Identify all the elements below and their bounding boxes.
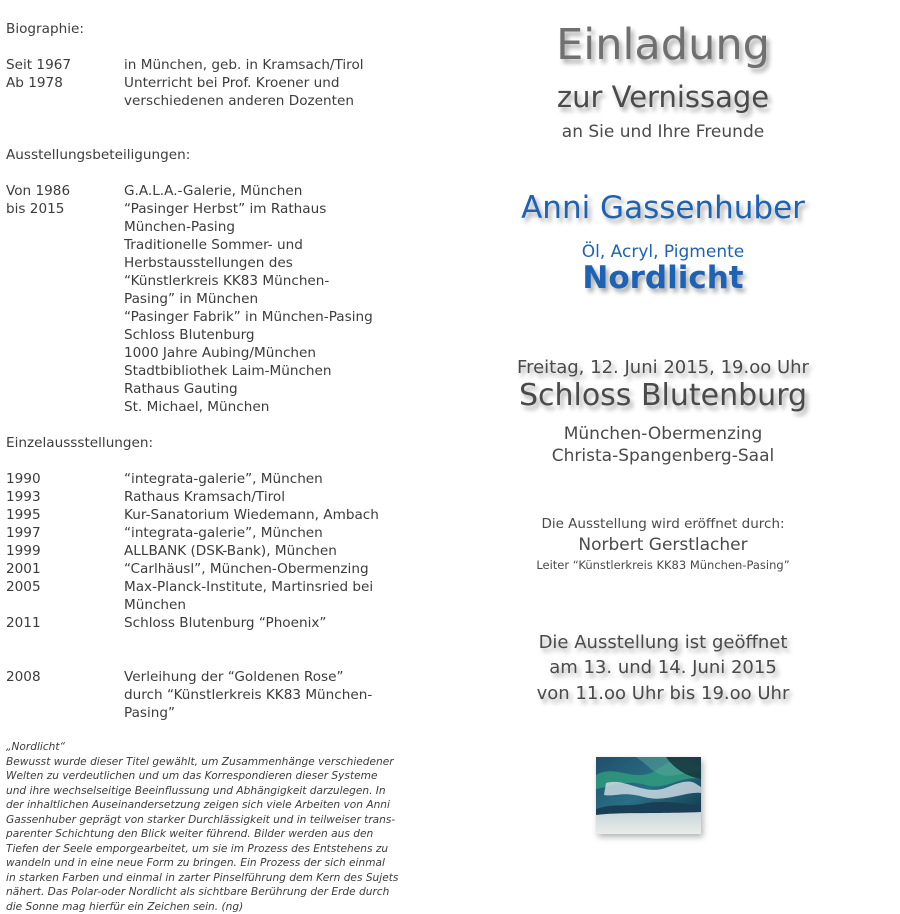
participation-row xyxy=(6,290,426,308)
row-value: Rathaus Kramsach/Tirol xyxy=(124,488,426,506)
row-key xyxy=(6,362,124,380)
biography-row xyxy=(6,74,426,92)
participations-list xyxy=(6,182,426,416)
note-line: Bewusst wurde dieser Titel gewählt, um Zusammenhänge verschiedener xyxy=(6,755,418,770)
solo-row xyxy=(6,596,426,614)
solo-row xyxy=(6,470,426,488)
participation-row xyxy=(6,326,426,344)
note-line: Gassenhuber geprägt von starker Durchlässigkeit und in teilweiser trans- xyxy=(6,813,418,828)
row-key xyxy=(6,596,124,614)
hours-line-3: von 11.oo Uhr bis 19.oo Uhr xyxy=(450,683,876,704)
note-line: „Nordlicht“ xyxy=(6,740,418,755)
participation-row xyxy=(6,236,426,254)
row-value: Verleihung der “Goldenen Rose” xyxy=(124,668,426,686)
note-line: Welten zu verdeutlichen und um das Korrespondieren dieser Systeme xyxy=(6,769,418,784)
event-venue: Schloss Blutenburg xyxy=(450,378,876,413)
row-value: ALLBANK (DSK-Bank), München xyxy=(124,542,426,560)
opening-speaker: Norbert Gerstlacher xyxy=(450,535,876,555)
row-key: 1999 xyxy=(6,542,124,560)
participation-row xyxy=(6,200,426,218)
invitation-subtitle: zur Vernissage xyxy=(450,80,876,114)
solo-exhibitions-heading: Einzelaussstellungen: xyxy=(6,434,426,452)
row-key xyxy=(6,326,124,344)
solo-row xyxy=(6,578,426,596)
participation-row xyxy=(6,182,426,200)
row-key xyxy=(6,236,124,254)
row-value: Max-Planck-Institute, Martinsried bei xyxy=(124,578,426,596)
row-value: verschiedenen anderen Dozenten xyxy=(124,92,426,110)
row-key: 2011 xyxy=(6,614,124,632)
row-key: Seit 1967 xyxy=(6,56,124,74)
row-key: 2001 xyxy=(6,560,124,578)
row-key: 1997 xyxy=(6,524,124,542)
row-value: Pasing” in München xyxy=(124,290,426,308)
row-value: “Carlhäusl”, München-Obermenzing xyxy=(124,560,426,578)
invitation-audience: an Sie und Ihre Freunde xyxy=(450,122,876,142)
row-key: 1993 xyxy=(6,488,124,506)
hours-line-1: Die Ausstellung ist geöffnet xyxy=(450,632,876,653)
nordlicht-description xyxy=(6,740,418,914)
left-column xyxy=(6,20,426,722)
participation-row xyxy=(6,272,426,290)
biography-list xyxy=(6,56,426,110)
participation-row xyxy=(6,380,426,398)
row-key xyxy=(6,92,124,110)
row-key xyxy=(6,272,124,290)
row-value: “integrata-galerie”, München xyxy=(124,470,426,488)
row-value: Schloss Blutenburg “Phoenix” xyxy=(124,614,426,632)
row-key xyxy=(6,254,124,272)
event-date: Freitag, 12. Juni 2015, 19.oo Uhr xyxy=(450,357,876,378)
row-value: in München, geb. in Kramsach/Tirol xyxy=(124,56,426,74)
row-value: “Künstlerkreis KK83 München- xyxy=(124,272,426,290)
invitation-title: Einladung xyxy=(450,20,876,70)
note-line: parenter Schichtung den Blick weiter führend. Bilder werden aus den xyxy=(6,827,418,842)
venue-hall: Christa-Spangenberg-Saal xyxy=(450,446,876,466)
row-value: München xyxy=(124,596,426,614)
row-key: 1990 xyxy=(6,470,124,488)
note-line: die Sonne mag hierfür ein Zeichen sein. (ng) xyxy=(6,900,418,914)
row-value: München-Pasing xyxy=(124,218,426,236)
exhibition-title: Nordlicht xyxy=(450,260,876,296)
row-key: 2008 xyxy=(6,668,124,686)
row-value: 1000 Jahre Aubing/München xyxy=(124,344,426,362)
biography-heading: Biographie: xyxy=(6,20,426,38)
art-media: Öl, Acryl, Pigmente xyxy=(450,242,876,262)
row-value: G.A.L.A.-Galerie, München xyxy=(124,182,426,200)
solo-row xyxy=(6,524,426,542)
row-key: 2005 xyxy=(6,578,124,596)
biography-row xyxy=(6,56,426,74)
row-value: “integrata-galerie”, München xyxy=(124,524,426,542)
venue-location: München-Obermenzing xyxy=(450,424,876,444)
row-value: Kur-Sanatorium Wiedemann, Ambach xyxy=(124,506,426,524)
row-value: Rathaus Gauting xyxy=(124,380,426,398)
note-line: Tiefen der Seele emporgearbeitet, um sie im Prozess des Entstehens zu xyxy=(6,842,418,857)
row-key xyxy=(6,344,124,362)
row-value: St. Michael, München xyxy=(124,398,426,416)
row-key xyxy=(6,290,124,308)
hours-line-2: am 13. und 14. Juni 2015 xyxy=(450,657,876,678)
solo-row xyxy=(6,614,426,632)
participation-row xyxy=(6,344,426,362)
note-line: der inhaltlichen Auseinandersetzung zeigen sich viele Arbeiten von Anni xyxy=(6,798,418,813)
row-value: Traditionelle Sommer- und xyxy=(124,236,426,254)
award-list xyxy=(6,668,426,722)
row-value: Pasing” xyxy=(124,704,426,722)
row-key: Ab 1978 xyxy=(6,74,124,92)
participation-row xyxy=(6,308,426,326)
row-key: bis 2015 xyxy=(6,200,124,218)
opening-intro: Die Ausstellung wird eröffnet durch: xyxy=(450,516,876,532)
opening-speaker-role: Leiter “Künstlerkreis KK83 München-Pasing” xyxy=(450,558,876,572)
row-value: “Pasinger Herbst” im Rathaus xyxy=(124,200,426,218)
note-line: in starken Farben und einmal in zarter Pinselführung dem Kern des Sujets xyxy=(6,871,418,886)
participation-row xyxy=(6,398,426,416)
note-line: nähert. Das Polar-oder Nordlicht als sichtbare Berührung der Erde durch xyxy=(6,885,418,900)
award-row xyxy=(6,668,426,686)
solo-row xyxy=(6,542,426,560)
award-row xyxy=(6,704,426,722)
row-key xyxy=(6,380,124,398)
row-value: Stadtbibliothek Laim-München xyxy=(124,362,426,380)
row-key: Von 1986 xyxy=(6,182,124,200)
row-value: durch “Künstlerkreis KK83 München- xyxy=(124,686,426,704)
participation-row xyxy=(6,254,426,272)
participations-heading: Ausstellungsbeteiligungen: xyxy=(6,146,426,164)
solo-row xyxy=(6,560,426,578)
row-key xyxy=(6,218,124,236)
note-line: und ihre wechselseitige Beeinflussung und Abhängigkeit darzulegen. In xyxy=(6,784,418,799)
row-value: Schloss Blutenburg xyxy=(124,326,426,344)
row-key: 1995 xyxy=(6,506,124,524)
solo-row xyxy=(6,488,426,506)
row-key xyxy=(6,308,124,326)
biography-row xyxy=(6,92,426,110)
row-key xyxy=(6,704,124,722)
note-line: wandeln und in eine neue Form zu bringen. Ein Prozess der sich einmal xyxy=(6,856,418,871)
row-value: Unterricht bei Prof. Kroener und xyxy=(124,74,426,92)
award-row xyxy=(6,686,426,704)
solo-exhibitions-list xyxy=(6,470,426,632)
row-key xyxy=(6,398,124,416)
row-value: “Pasinger Fabrik” in München-Pasing xyxy=(124,308,426,326)
solo-row xyxy=(6,506,426,524)
participation-row xyxy=(6,218,426,236)
artist-name: Anni Gassenhuber xyxy=(450,190,876,226)
row-value: Herbstausstellungen des xyxy=(124,254,426,272)
nordlicht-painting-thumbnail xyxy=(596,757,701,834)
participation-row xyxy=(6,362,426,380)
row-key xyxy=(6,686,124,704)
